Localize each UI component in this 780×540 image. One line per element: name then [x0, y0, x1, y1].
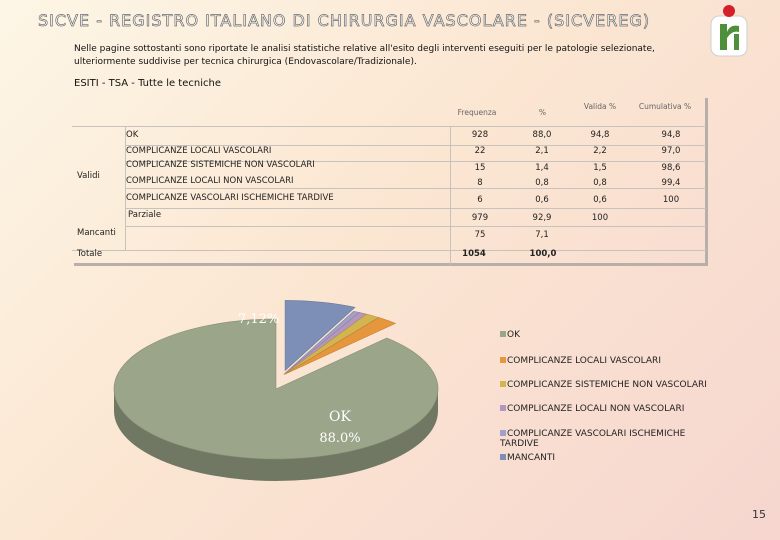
legend-swatch — [500, 357, 506, 363]
row-label-parziale: Parziale — [128, 210, 162, 220]
legend-swatch — [500, 405, 506, 411]
group-label-validi: Validi — [77, 171, 100, 181]
cell-valida: 2,2 — [593, 146, 607, 156]
col-header-frequenza: Frequenza — [457, 108, 497, 117]
col-header-valida: Valida % — [583, 102, 617, 111]
cell-cumulativa: 97,0 — [661, 146, 681, 156]
legend-label: COMPLICANZE LOCALI NON VASCOLARI — [507, 404, 685, 414]
legend-label: COMPLICANZE SISTEMICHE NON VASCOLARI — [507, 380, 707, 390]
legend-swatch — [500, 331, 506, 337]
cell-percent: 2,1 — [535, 146, 549, 156]
cell-percent-totale: 100,0 — [529, 249, 557, 259]
row-label: COMPLICANZE LOCALI NON VASCOLARI — [126, 176, 294, 186]
legend-item — [500, 453, 555, 463]
group-label-totale: Totale — [77, 249, 103, 259]
legend-item — [500, 380, 707, 390]
cell-valida: 100 — [591, 213, 609, 223]
cell-percent: 0,8 — [535, 178, 549, 188]
page-number: 15 — [752, 508, 766, 521]
cell-valida: 94,8 — [590, 130, 610, 140]
cell-cumulativa: 94,8 — [661, 130, 681, 140]
pie-chart — [110, 296, 455, 491]
pie-slice-ok — [114, 319, 438, 459]
legend-label: COMPLICANZE VASCOLARI ISCHEMICHE TARDIVE — [500, 429, 686, 449]
cell-frequenza: 15 — [474, 163, 486, 173]
cell-frequenza: 6 — [477, 195, 483, 205]
row-label: COMPLICANZE VASCOLARI ISCHEMICHE TARDIVE — [126, 193, 334, 203]
legend-swatch — [500, 381, 506, 387]
legend-swatch — [500, 454, 506, 460]
col-header-percent: % — [538, 108, 547, 117]
legend-item — [500, 356, 661, 366]
cell-frequenza-totale: 1054 — [462, 249, 486, 259]
cell-frequenza: 22 — [474, 146, 486, 156]
pie-label-mancanti: 7,12% — [238, 312, 280, 327]
cell-percent: 7,1 — [535, 230, 549, 240]
cell-valida: 1,5 — [593, 163, 607, 173]
cell-valida: 0,8 — [593, 178, 607, 188]
legend-item — [500, 404, 684, 414]
cell-cumulativa: 100 — [662, 195, 680, 205]
cell-valida: 0,6 — [593, 195, 607, 205]
legend-label: COMPLICANZE LOCALI VASCOLARI — [507, 356, 661, 366]
legend-label: OK — [507, 330, 520, 340]
pie-label-ok-percent: 88.0% — [319, 431, 361, 446]
pie-label-ok: OK — [329, 409, 351, 425]
section-title: ESITI - TSA - Tutte le tecniche — [74, 78, 221, 89]
cell-frequenza: 8 — [477, 178, 483, 188]
cell-frequenza: 928 — [471, 130, 489, 140]
cell-frequenza: 979 — [471, 213, 489, 223]
registry-logo — [708, 2, 748, 58]
row-label: COMPLICANZE SISTEMICHE NON VASCOLARI — [126, 160, 315, 170]
row-label: OK — [126, 130, 139, 140]
cell-cumulativa: 99,4 — [661, 178, 681, 188]
legend-item — [500, 330, 520, 340]
cell-percent: 1,4 — [535, 163, 549, 173]
group-label-mancanti: Mancanti — [77, 228, 116, 238]
legend-swatch — [500, 430, 506, 436]
row-label: COMPLICANZE LOCALI VASCOLARI — [126, 146, 272, 156]
intro-text: Nelle pagine sottostanti sono riportate le analisi statistiche relative all'esito degli interventi eseguiti per le patologie selezionate, ulteriormente suddivise per tecnica chirurgica (Endovascolare/Tradizionale). — [74, 44, 655, 67]
col-header-cumulativa: Cumulativa % — [638, 102, 692, 111]
stats-table — [72, 100, 708, 265]
cell-percent: 0,6 — [535, 195, 549, 205]
cell-percent: 92,9 — [532, 213, 552, 223]
cell-cumulativa: 98,6 — [661, 163, 681, 173]
page-header-title: SICVE - REGISTRO ITALIANO DI CHIRURGIA VASCOLARE - (SICVEREG) — [38, 11, 651, 30]
cell-frequenza: 75 — [474, 230, 486, 240]
legend-item — [500, 429, 690, 449]
cell-percent: 88,0 — [532, 130, 552, 140]
legend-label: MANCANTI — [507, 453, 555, 463]
